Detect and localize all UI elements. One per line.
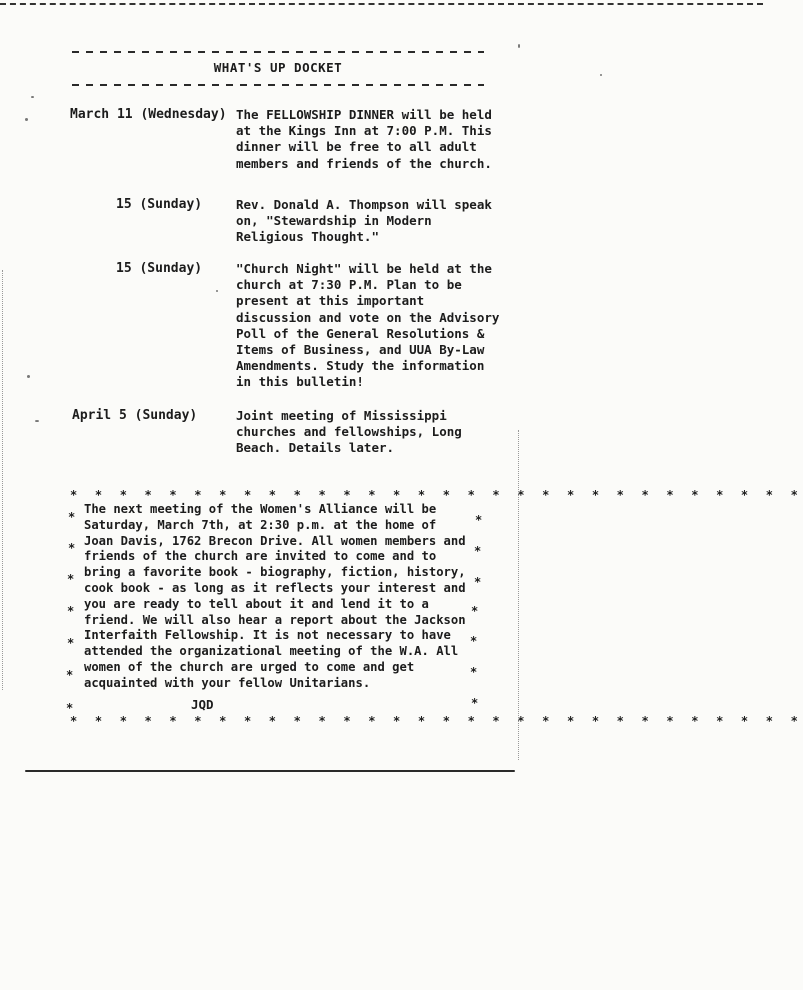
scan-speck	[27, 375, 30, 378]
event-description: Joint meeting of Mississippi churches and fellowships, Long Beach. Details later.	[236, 408, 462, 456]
signature-initials: JQD	[191, 697, 214, 712]
event-description: Rev. Donald A. Thompson will speak on, "Stewardship in Modern Religious Thought."	[236, 197, 492, 245]
left-star-mark: *	[66, 701, 74, 715]
event-description: The FELLOWSHIP DINNER will be held at the Kings Inn at 7:00 P.M. This dinner will be free to all adult members and friends of the church.	[236, 107, 492, 171]
event-date: 15 (Sunday)	[116, 197, 203, 212]
scan-edge-guide	[518, 430, 519, 760]
left-star-mark: *	[66, 668, 74, 682]
left-star-mark: *	[67, 572, 75, 586]
right-star-mark: *	[471, 696, 479, 710]
docket-title: WHAT'S UP DOCKET	[213, 60, 343, 75]
scan-speck	[31, 96, 34, 98]
scan-speck	[518, 44, 520, 48]
bottom-rule	[25, 770, 515, 772]
notice-top-star-border: * * * * * * * * * * * * * * * * * * * * * * * * * * * * * *	[70, 488, 803, 502]
scan-speck	[35, 420, 39, 422]
top-edge-rule	[0, 3, 763, 5]
left-star-mark: *	[68, 541, 76, 555]
womens-alliance-notice: The next meeting of the Women's Alliance will be Saturday, March 7th, at 2:30 p.m. at the home of Joan Davis, 1762 Brecon Drive. All women members and friends of the church are invited to come and to bring a favorite book - biography, fiction, history, cook book - as long as it reflects your interest and you are ready to tell about it and lend it to a friend. We will also hear a report about the Jackson Interfaith Fellowship. It is not necessary to have attended the organizational meeting of the W.A. All women of the church are urged to come and get acquainted with your fellow Unitarians.	[84, 502, 466, 690]
header-bottom-dash-rule	[72, 84, 484, 86]
scan-speck	[25, 118, 28, 121]
right-star-mark: *	[470, 665, 478, 679]
right-star-mark: *	[475, 513, 483, 527]
scan-speck	[216, 290, 218, 292]
left-star-mark: *	[67, 636, 75, 650]
event-date: March 11 (Wednesday)	[70, 107, 227, 122]
notice-bottom-star-border: * * * * * * * * * * * * * * * * * * * * * * * * * * * * * *	[70, 714, 803, 728]
event-description: "Church Night" will be held at the church at 7:30 P.M. Plan to be present at this important discussion and vote on the Advisory Poll of the General Resolutions & Items of Business, and UUA By-Law Amendments. Study the information in this bulletin!	[236, 261, 500, 390]
right-star-mark: *	[471, 604, 479, 618]
event-date: April 5 (Sunday)	[72, 408, 198, 423]
left-star-mark: *	[68, 510, 76, 524]
left-star-mark: *	[67, 604, 75, 618]
header-top-dash-rule	[72, 51, 484, 53]
scan-edge-guide	[2, 270, 3, 690]
right-star-mark: *	[474, 544, 482, 558]
right-star-mark: *	[474, 575, 482, 589]
scan-speck	[600, 74, 602, 76]
right-star-mark: *	[470, 634, 478, 648]
event-date: 15 (Sunday)	[116, 261, 203, 276]
